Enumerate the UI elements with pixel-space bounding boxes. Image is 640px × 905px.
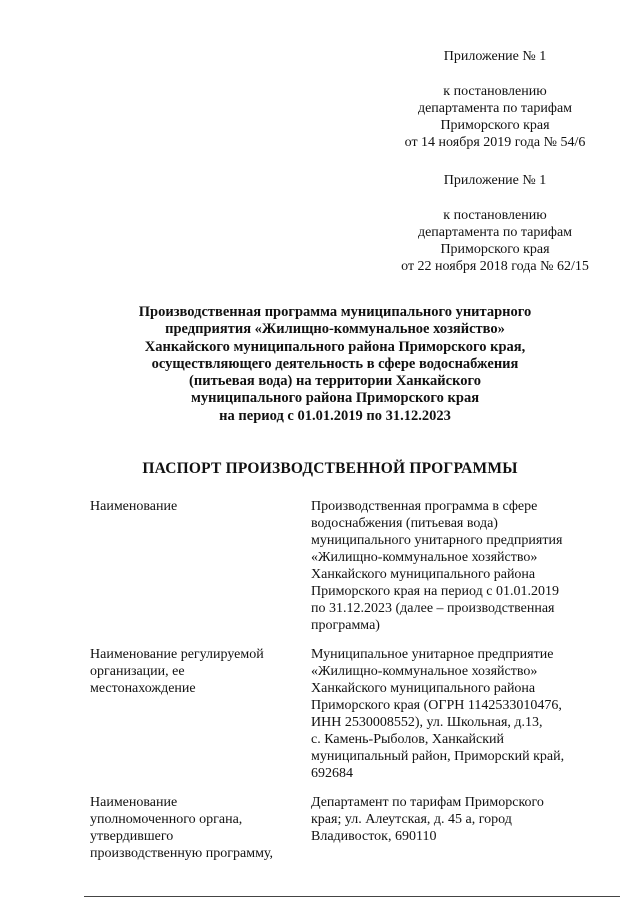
- label-line: организации, ее: [90, 664, 185, 679]
- passport-row-label: [90, 498, 290, 515]
- value-line: 692684: [311, 766, 353, 781]
- value-line: «Жилищно-коммунальное хозяйство»: [311, 550, 538, 565]
- value-line: Департамент по тарифам Приморского: [311, 795, 544, 810]
- program-title-line: Производственная программа муниципального унитарного: [138, 304, 532, 320]
- value-line: Ханкайского муниципального района: [311, 681, 536, 696]
- passport-row-value: [311, 794, 611, 845]
- appendix-2018-line: Приморского края: [440, 242, 550, 257]
- value-line: водоснабжения (питьевая вода): [311, 516, 498, 531]
- appendix-2019-line: Приморского края: [440, 118, 550, 133]
- label-line: Наименование регулируемой: [90, 647, 264, 662]
- value-line: Муниципальное унитарное предприятие: [311, 647, 554, 662]
- label-line: уполномоченного органа,: [90, 812, 243, 827]
- program-title-line: Ханкайского муниципального района Приморского края,: [144, 338, 526, 355]
- program-title-line: (питьевая вода) на территории Ханкайского: [189, 373, 481, 390]
- page-bottom-rule: [84, 896, 620, 897]
- passport-row-value: [311, 498, 611, 634]
- label-line: местонахождение: [90, 681, 196, 696]
- program-title-line: муниципального района Приморского края: [190, 390, 480, 407]
- value-line: ИНН 2530008552), ул. Школьная, д.13,: [311, 715, 543, 730]
- label-line: Наименование: [90, 795, 178, 810]
- appendix-2018-heading: Приложение № 1: [443, 173, 547, 188]
- appendix-2019-line: к постановлению: [443, 84, 547, 99]
- label-line: производственную программу,: [90, 846, 274, 861]
- program-title-line: на период с 01.01.2019 по 31.12.2023: [219, 407, 451, 424]
- value-line: Владивосток, 690110: [311, 829, 437, 844]
- value-line: муниципального унитарного предприятия: [311, 533, 563, 548]
- appendix-2019-line: от 14 ноября 2019 года № 54/6: [404, 135, 586, 150]
- appendix-2019: [380, 48, 610, 151]
- value-line: края; ул. Алеутская, д. 45 а, город: [311, 812, 512, 827]
- value-line: Приморского края на период с 01.01.2019: [311, 584, 559, 599]
- value-line: муниципальный район, Приморский край,: [311, 749, 565, 764]
- program-title-line: осуществляющего деятельность в сфере водоснабжения: [151, 355, 519, 372]
- passport-row-value: [311, 646, 611, 782]
- value-line: Производственная программа в сфере: [311, 499, 538, 514]
- label-line: Наименование: [90, 499, 178, 514]
- appendix-2018-line: к постановлению: [443, 208, 547, 223]
- value-line: программа): [311, 618, 380, 633]
- passport-row-label: [90, 794, 290, 862]
- passport-title: ПАСПОРТ ПРОИЗВОДСТВЕННОЙ ПРОГРАММЫ: [142, 460, 518, 477]
- appendix-2019-heading: Приложение № 1: [443, 49, 547, 64]
- appendix-2018: [380, 172, 610, 275]
- program-title-line: предприятия «Жилищно-коммунальное хозяйство»: [165, 321, 505, 338]
- value-line: Приморского края (ОГРН 1142533010476,: [311, 698, 562, 713]
- program-title: [95, 304, 575, 425]
- appendix-2018-line: департамента по тарифам: [417, 225, 573, 240]
- value-line: по 31.12.2023 (далее – производственная: [311, 601, 555, 616]
- value-line: Ханкайского муниципального района: [311, 567, 536, 582]
- appendix-2019-line: департамента по тарифам: [417, 101, 573, 116]
- value-line: «Жилищно-коммунальное хозяйство»: [311, 664, 538, 679]
- value-line: с. Камень-Рыболов, Ханкайский: [311, 732, 505, 747]
- passport-row-label: [90, 646, 290, 697]
- appendix-2018-line: от 22 ноября 2018 года № 62/15: [401, 259, 589, 274]
- label-line: утвердившего: [90, 829, 174, 844]
